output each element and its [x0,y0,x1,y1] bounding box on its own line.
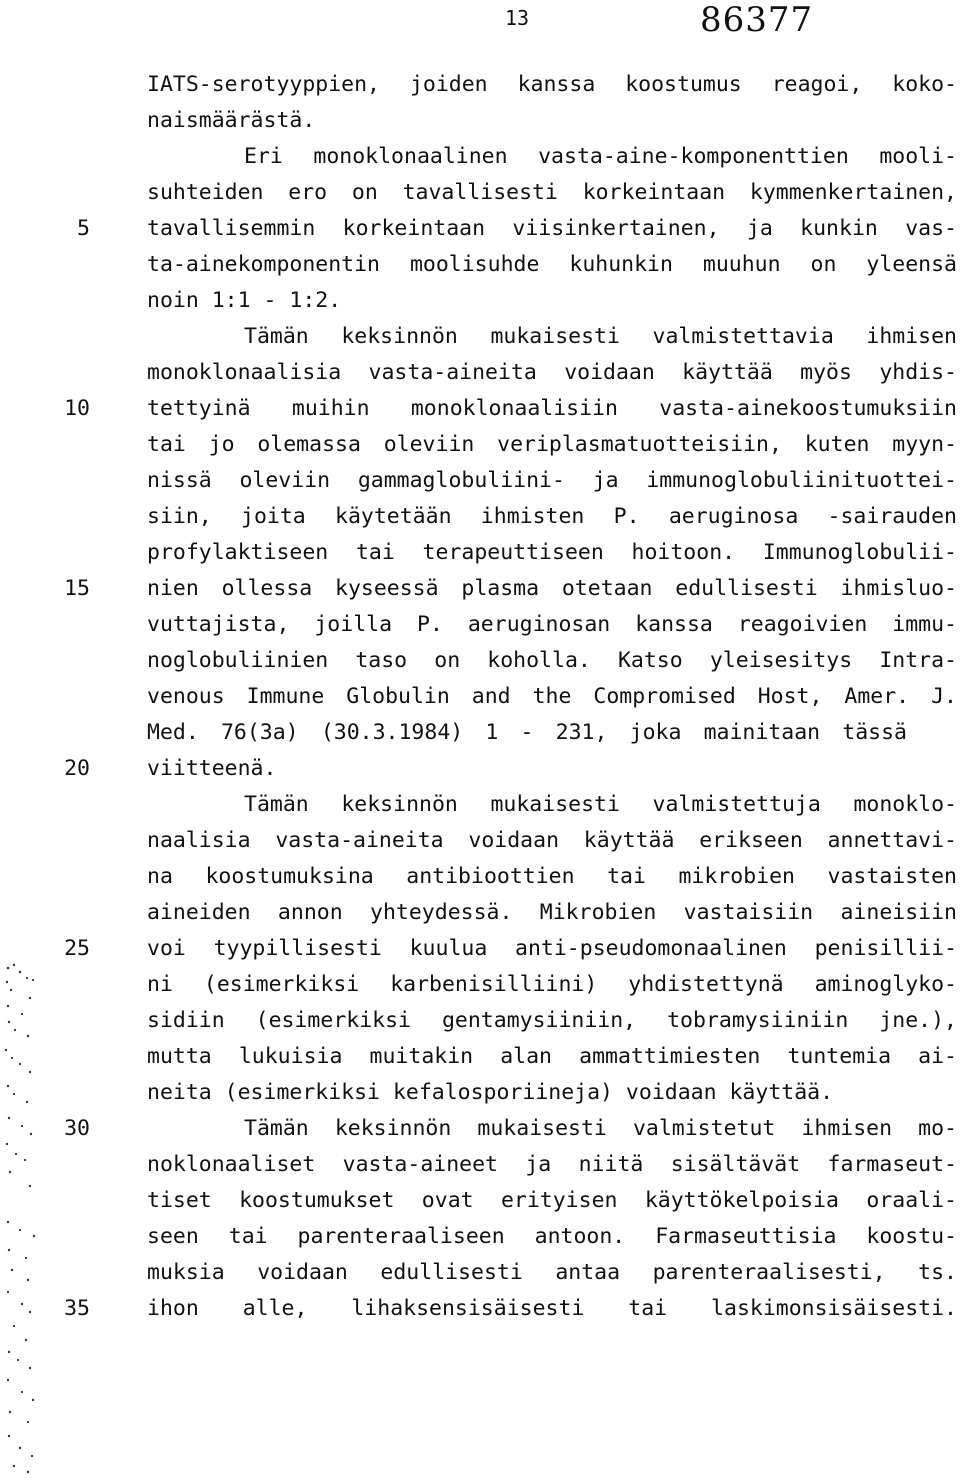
text-line: seen tai parenteraaliseen antoon. Farmaseuttisia koostu- [147,1224,957,1249]
text-line: Tämän keksinnön mukaisesti valmistetut ihmisen mo- [244,1116,957,1141]
text-line: profylaktiseen tai terapeuttiseen hoitoon. Immunoglobulii- [147,540,957,565]
text-line: ta-ainekomponentin moolisuhde kuhunkin muuhun on yleensä [147,252,957,277]
text-line: naalisia vasta-aineita voidaan käyttää erikseen annettavi- [147,828,957,853]
text-line: voi tyypillisesti kuulua anti-pseudomonaalinen penisillii- [147,936,957,961]
text-line: venous Immune Globulin and the Compromised Host, Amer. J. [147,684,957,709]
text-line: noglobuliinien taso on koholla. Katso yleisesitys Intra- [147,648,957,673]
text-line: Med. 76(3a) (30.3.1984) 1 - 231, joka mainitaan tässä [147,720,907,745]
text-line: viitteenä. [147,756,277,781]
text-line: neita (esimerkiksi kefalosporiineja) voidaan käyttää. [147,1080,834,1105]
page-number: 13 [505,6,530,30]
text-line: siin, joita käytetään ihmisten P. aeruginosa -sairauden [147,504,957,529]
text-line: mutta lukuisia muitakin alan ammattimiesten tuntemia ai- [147,1044,957,1069]
text-line: Eri monoklonaalinen vasta-aine-komponenttien mooli- [244,144,957,169]
text-line: aineiden annon yhteydessä. Mikrobien vastaisiin aineisiin [147,900,957,925]
text-line: noin 1:1 - 1:2. [147,288,342,313]
text-line: na koostumuksina antibioottien tai mikrobien vastaisten [147,864,957,889]
text-line: ihon alle, lihaksensisäisesti tai laskimonsisäisesti. [147,1296,957,1321]
line-number: 25 [64,936,90,961]
text-line: nissä oleviin gammaglobuliini- ja immunoglobuliinituottei- [147,468,957,493]
line-number: 5 [77,216,90,241]
text-line: tettyinä muihin monoklonaalisiin vasta-ainekoostumuksiin [147,396,957,421]
text-line: sidiin (esimerkiksi gentamysiiniin, tobramysiiniin jne.), [147,1008,957,1033]
line-number: 10 [64,396,90,421]
text-line: nien ollessa kyseessä plasma otetaan edullisesti ihmisluo- [147,576,957,601]
line-number: 35 [64,1296,90,1321]
document-id: 86377 [700,0,814,40]
text-line: naismäärästä. [147,108,316,133]
line-number: 30 [64,1116,90,1141]
margin-scan-noise [0,960,50,1478]
text-line: Tämän keksinnön mukaisesti valmistettavia ihmisen [244,324,957,349]
text-line: tavallisemmin korkeintaan viisinkertainen, ja kunkin vas- [147,216,957,241]
text-line: ni (esimerkiksi karbenisilliini) yhdistettynä aminoglyko- [147,972,957,997]
text-line: tai jo olemassa oleviin veriplasmatuotteisiin, kuten myyn- [147,432,957,457]
text-line: IATS-serotyyppien, joiden kanssa koostumus reagoi, koko- [147,72,957,97]
line-number: 15 [64,576,90,601]
text-line: Tämän keksinnön mukaisesti valmistettuja monoklo- [244,792,957,817]
text-line: tiset koostumukset ovat erityisen käyttökelpoisia oraali- [147,1188,957,1213]
text-line: noklonaaliset vasta-aineet ja niitä sisältävät farmaseut- [147,1152,957,1177]
text-line: monoklonaalisia vasta-aineita voidaan käyttää myös yhdis- [147,360,957,385]
text-line: suhteiden ero on tavallisesti korkeintaan kymmenkertainen, [147,180,957,205]
text-line: vuttajista, joilla P. aeruginosan kanssa reagoivien immu- [147,612,957,637]
text-line: muksia voidaan edullisesti antaa parenteraalisesti, ts. [147,1260,957,1285]
line-number: 20 [64,756,90,781]
